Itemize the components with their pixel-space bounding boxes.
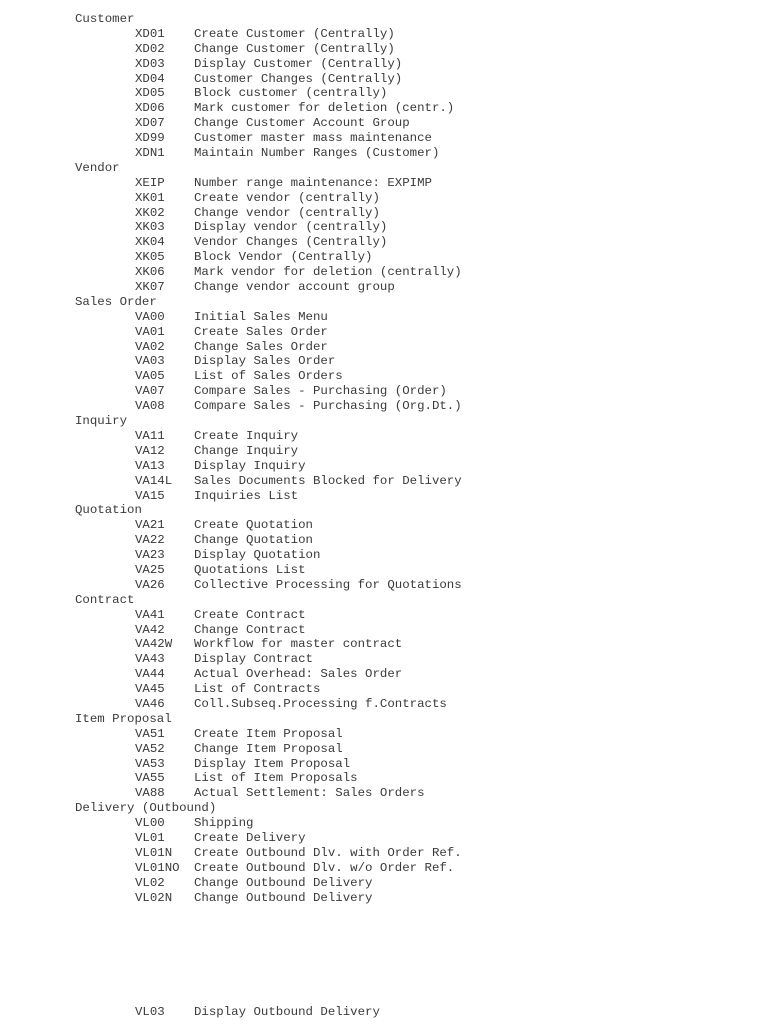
transaction-code: XD99: [135, 131, 165, 146]
transaction-description: Display Inquiry: [194, 458, 306, 473]
transaction-code: VL01NO: [135, 860, 180, 875]
transaction-description: Create Item Proposal: [194, 726, 343, 741]
list-item: [0, 533, 768, 548]
transaction-description: Initial Sales Menu: [194, 309, 328, 324]
transaction-code: VA25: [135, 562, 165, 577]
transaction-description: Change Customer Account Group: [194, 116, 410, 131]
transaction-description: Display Sales Order: [194, 354, 336, 369]
transaction-code: VA08: [135, 399, 165, 414]
list-item: [0, 861, 768, 876]
transaction-description: Workflow for master contract: [194, 637, 403, 652]
transaction-code: XK02: [135, 205, 165, 220]
section-title-item-proposal: Item Proposal: [75, 711, 172, 726]
transaction-description: Mark vendor for deletion (centrally): [194, 265, 462, 280]
list-item: [0, 72, 768, 87]
transaction-description: Change Inquiry: [194, 443, 299, 458]
transaction-description: Change Customer (Centrally): [194, 41, 395, 56]
list-item: [0, 548, 768, 563]
transaction-code: VA42: [135, 622, 165, 637]
transaction-description: Display vendor (centrally): [194, 220, 388, 235]
transaction-code: XK05: [135, 250, 165, 265]
list-item: [0, 682, 768, 697]
transaction-code: VA42W: [135, 637, 173, 652]
transaction-description: Sales Documents Blocked for Delivery: [194, 473, 462, 488]
transaction-description: Change Contract: [194, 622, 306, 637]
transaction-description: Create Outbound Dlv. w/o Order Ref.: [194, 860, 455, 875]
transaction-description: Change vendor account group: [194, 280, 395, 295]
list-item: [0, 816, 768, 831]
transaction-code: VA07: [135, 384, 165, 399]
list-item: [0, 563, 768, 578]
transaction-description: Display Outbound Delivery: [194, 1005, 380, 1020]
transaction-description: Create Inquiry: [194, 428, 299, 443]
list-item: [0, 191, 768, 206]
transaction-code: VA02: [135, 339, 165, 354]
transaction-code: VA45: [135, 682, 165, 697]
list-item: [0, 831, 768, 846]
list-item: [0, 146, 768, 161]
transaction-code: VL02N: [135, 890, 173, 905]
transaction-description: Change Item Proposal: [194, 741, 343, 756]
transaction-code: XD06: [135, 101, 165, 116]
list-item: [0, 86, 768, 101]
transaction-code: VA00: [135, 309, 165, 324]
transaction-code: VA12: [135, 443, 165, 458]
list-item: [0, 727, 768, 742]
transaction-description: Mark customer for deletion (centr.): [194, 101, 455, 116]
list-item: [0, 131, 768, 146]
list-item: [0, 652, 768, 667]
list-item: [0, 846, 768, 861]
transaction-code: VL00: [135, 816, 165, 831]
section-title-sales-order: Sales Order: [75, 294, 157, 309]
transaction-code: VA03: [135, 354, 165, 369]
transaction-description: Shipping: [194, 816, 254, 831]
list-item: [0, 235, 768, 250]
transaction-code: XK01: [135, 190, 165, 205]
list-item: [0, 265, 768, 280]
section-title-contract: Contract: [75, 592, 135, 607]
list-item: [0, 697, 768, 712]
transaction-description: Create Contract: [194, 607, 306, 622]
transaction-code: XD02: [135, 41, 165, 56]
transaction-code-list: [0, 12, 768, 1020]
transaction-description: Display Contract: [194, 652, 313, 667]
transaction-code: VA55: [135, 771, 165, 786]
page-gap: [0, 905, 768, 1005]
transaction-code: XD04: [135, 71, 165, 86]
transaction-code: XD03: [135, 56, 165, 71]
list-item: [0, 667, 768, 682]
transaction-description: Create Customer (Centrally): [194, 26, 395, 41]
list-item: [0, 876, 768, 891]
transaction-code: VA26: [135, 577, 165, 592]
transaction-code: XK04: [135, 235, 165, 250]
transaction-code: XK03: [135, 220, 165, 235]
section-title-delivery-outbound: Delivery (Outbound): [75, 801, 217, 816]
transaction-code: XD01: [135, 26, 165, 41]
transaction-code: XDN1: [135, 146, 165, 161]
list-item: [0, 399, 768, 414]
transaction-description: Display Item Proposal: [194, 756, 351, 771]
list-item: [0, 444, 768, 459]
list-item: [0, 1005, 768, 1020]
transaction-description: Coll.Subseq.Processing f.Contracts: [194, 696, 447, 711]
transaction-description: Quotations List: [194, 562, 306, 577]
transaction-code: VA23: [135, 548, 165, 563]
list-item: [0, 220, 768, 235]
transaction-code: XK07: [135, 280, 165, 295]
list-item: [0, 786, 768, 801]
transaction-code: VL02: [135, 875, 165, 890]
transaction-description: Create Outbound Dlv. with Order Ref.: [194, 845, 462, 860]
transaction-code: XD05: [135, 86, 165, 101]
list-item: [0, 384, 768, 399]
transaction-description: Change vendor (centrally): [194, 205, 380, 220]
transaction-description: List of Sales Orders: [194, 369, 343, 384]
list-item: [0, 42, 768, 57]
transaction-code: VA41: [135, 607, 165, 622]
list-item: [0, 489, 768, 504]
section-title-vendor: Vendor: [75, 160, 120, 175]
transaction-description: Create vendor (centrally): [194, 190, 380, 205]
transaction-description: Change Sales Order: [194, 339, 328, 354]
transaction-code: VA53: [135, 756, 165, 771]
transaction-description: Customer master mass maintenance: [194, 131, 432, 146]
transaction-description: Compare Sales - Purchasing (Order): [194, 384, 447, 399]
list-item: [0, 742, 768, 757]
transaction-description: Change Outbound Delivery: [194, 875, 373, 890]
transaction-description: Change Outbound Delivery: [194, 890, 373, 905]
section-title-customer: Customer: [75, 12, 135, 26]
list-item: [0, 176, 768, 191]
transaction-description: Vendor Changes (Centrally): [194, 235, 388, 250]
transaction-code: VA05: [135, 369, 165, 384]
list-item: [0, 57, 768, 72]
list-item: [0, 429, 768, 444]
transaction-description: Display Quotation: [194, 548, 321, 563]
list-item: [0, 250, 768, 265]
list-item: [0, 206, 768, 221]
transaction-code: VA21: [135, 518, 165, 533]
list-item: [0, 757, 768, 772]
transaction-code: VA13: [135, 458, 165, 473]
transaction-code: VA52: [135, 741, 165, 756]
list-item: [0, 608, 768, 623]
list-item: [0, 325, 768, 340]
transaction-code: VL01: [135, 830, 165, 845]
transaction-description: Create Quotation: [194, 518, 313, 533]
transaction-description: Block Vendor (Centrally): [194, 250, 373, 265]
transaction-description: List of Contracts: [194, 682, 321, 697]
transaction-description: Collective Processing for Quotations: [194, 577, 462, 592]
transaction-description: List of Item Proposals: [194, 771, 358, 786]
list-item: [0, 340, 768, 355]
list-item: [0, 116, 768, 131]
transaction-description: Customer Changes (Centrally): [194, 71, 403, 86]
transaction-code: XD07: [135, 116, 165, 131]
transaction-description: Create Sales Order: [194, 324, 328, 339]
list-item: [0, 459, 768, 474]
transaction-code: VL01N: [135, 845, 173, 860]
transaction-description: Number range maintenance: EXPIMP: [194, 175, 432, 190]
transaction-code: XK06: [135, 265, 165, 280]
transaction-description: Change Quotation: [194, 533, 313, 548]
transaction-description: Inquiries List: [194, 488, 299, 503]
list-item: [0, 27, 768, 42]
transaction-code: VA46: [135, 696, 165, 711]
list-item: [0, 280, 768, 295]
transaction-code: VA11: [135, 428, 165, 443]
list-item: [0, 623, 768, 638]
transaction-description: Display Customer (Centrally): [194, 56, 403, 71]
transaction-description: Compare Sales - Purchasing (Org.Dt.): [194, 399, 462, 414]
list-item: [0, 891, 768, 906]
list-item: [0, 354, 768, 369]
transaction-code: VA51: [135, 726, 165, 741]
transaction-description: Create Delivery: [194, 830, 306, 845]
transaction-code: VA01: [135, 324, 165, 339]
transaction-code: VA43: [135, 652, 165, 667]
list-item: [0, 369, 768, 384]
transaction-code: VA22: [135, 533, 165, 548]
transaction-code: VA88: [135, 786, 165, 801]
transaction-code: VL03: [135, 1005, 165, 1020]
transaction-description: Actual Overhead: Sales Order: [194, 667, 403, 682]
list-item: [0, 771, 768, 786]
transaction-description: Actual Settlement: Sales Orders: [194, 786, 425, 801]
list-item: [0, 310, 768, 325]
transaction-code: XEIP: [135, 175, 165, 190]
list-item: [0, 518, 768, 533]
transaction-description: Maintain Number Ranges (Customer): [194, 146, 440, 161]
transaction-code: VA14L: [135, 473, 173, 488]
list-item: [0, 637, 768, 652]
transaction-code: VA15: [135, 488, 165, 503]
list-item: [0, 101, 768, 116]
list-item: [0, 474, 768, 489]
list-item: [0, 578, 768, 593]
section-title-inquiry: Inquiry: [75, 414, 128, 429]
section-title-quotation: Quotation: [75, 503, 142, 518]
transaction-description: Block customer (centrally): [194, 86, 388, 101]
transaction-code: VA44: [135, 667, 165, 682]
